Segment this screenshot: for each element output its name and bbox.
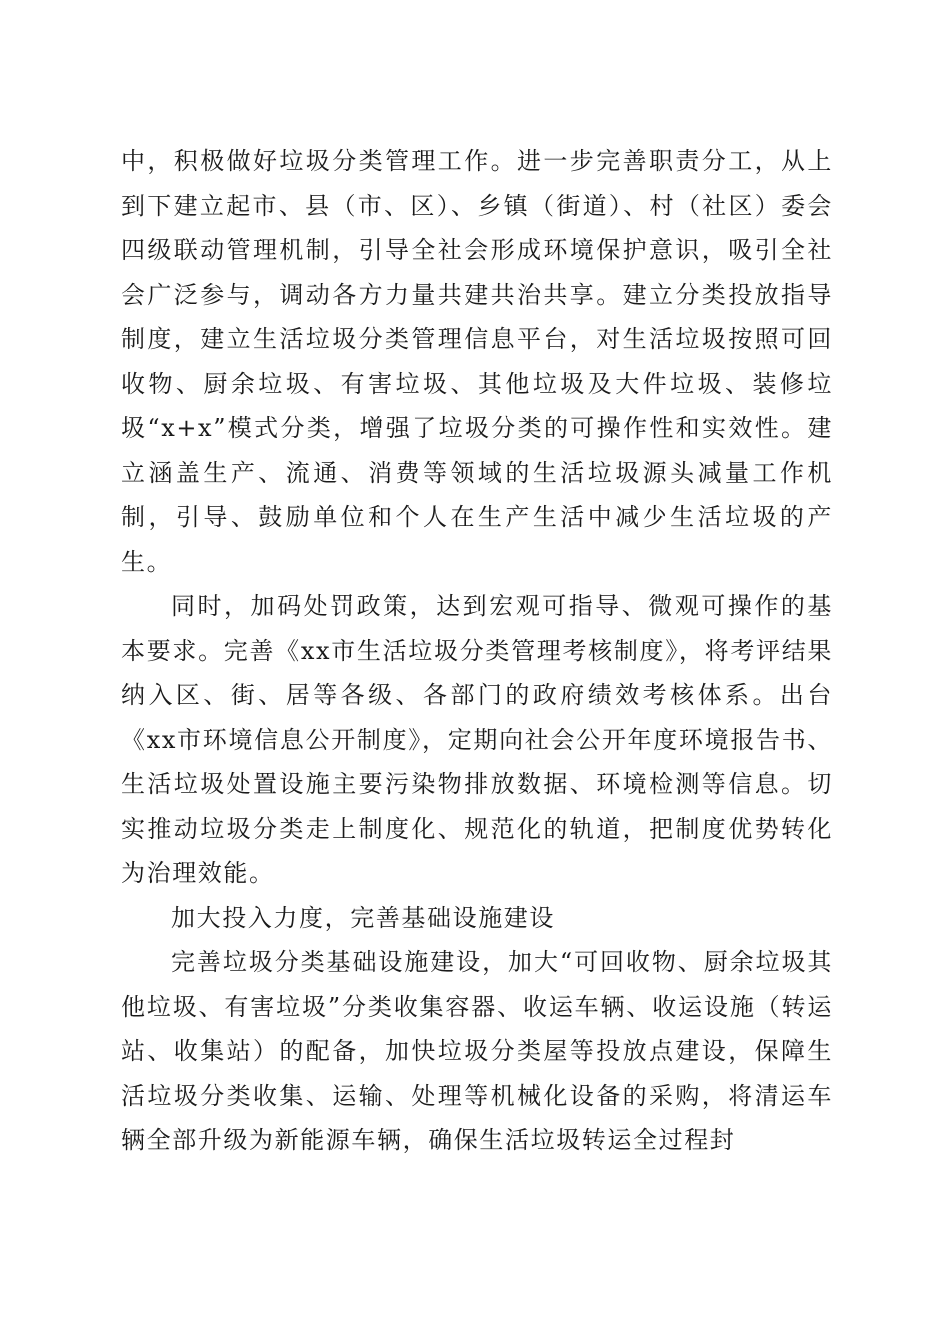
paragraph-infrastructure: 完善垃圾分类基础设施建设，加大“可回收物、厨余垃圾其他垃圾、有害垃圾”分类收集容器、收运车辆、收运设施（转运站、收集站）的配备，加快垃圾分类屋等投放点建设，保障生活垃圾分类收集、运输、处理等机械化设备的采购，将清运车辆全部升级为新能源车辆，确保生活垃圾转运全过程封	[121, 948, 833, 1154]
paragraph-penalty-policy: 同时，加码处罚政策，达到宏观可指导、微观可操作的基本要求。完善《xx市生活垃圾分类管理考核制度》，将考评结果纳入区、街、居等各级、各部门的政府绩效考核体系。出台《xx市环境信息公开制度》，定期向社会公开年度环境报告书、生活垃圾处置设施主要污染物排放数据、环境检测等信息。切实推动垃圾分类走上制度化、规范化的轨道，把制度优势转化为治理效能。	[121, 592, 833, 887]
section-heading-infrastructure: 加大投入力度，完善基础设施建设	[171, 903, 555, 932]
document-body	[121, 139, 833, 1163]
paragraph-management-mechanism: 中，积极做好垃圾分类管理工作。进一步完善职责分工，从上到下建立起市、县（市、区）、乡镇（街道）、村（社区）委会四级联动管理机制，引导全社会形成环境保护意识，吸引全社会广泛参与，调动各方力量共建共治共享。建立分类投放指导制度，建立生活垃圾分类管理信息平台，对生活垃圾按照可回收物、厨余垃圾、有害垃圾、其他垃圾及大件垃圾、装修垃圾“x+x”模式分类，增强了垃圾分类的可操作性和实效性。建立涵盖生产、流通、消费等领域的生活垃圾源头减量工作机制，引导、鼓励单位和个人在生产生活中减少生活垃圾的产生。	[121, 147, 833, 576]
